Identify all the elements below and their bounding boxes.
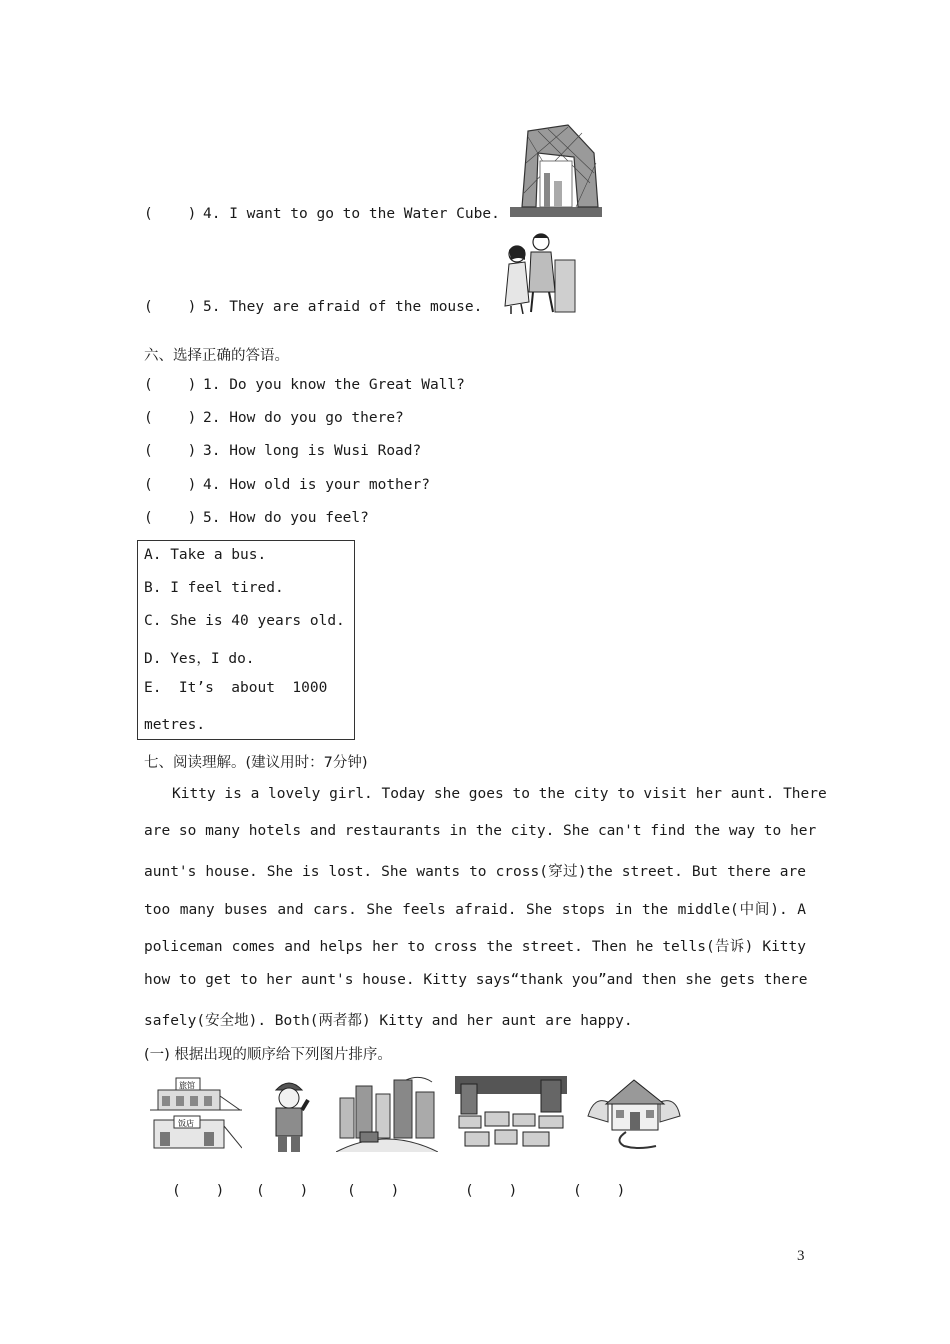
question-text: 5. How do you feel? [203, 510, 369, 526]
page-number: 3 [797, 1248, 805, 1264]
answer-paren[interactable]: ( ) [144, 510, 197, 526]
option-d: D. Yes，I do. [144, 651, 255, 667]
option-e: E. It’s about 1000 [144, 680, 328, 696]
question-text: 1. Do you know the Great Wall? [203, 377, 465, 393]
answer-paren[interactable]: ( ) [144, 443, 197, 459]
option-a: A. Take a bus. [144, 547, 267, 563]
policeman-picture [268, 1076, 310, 1154]
passage-line: too many buses and cars. She feels afraid. She stops in the middle(中间). A [144, 902, 806, 918]
picture-order-paren[interactable]: ( ) [465, 1183, 518, 1199]
passage-line: Kitty is a lovely girl. Today she goes to the city to visit her aunt. There [172, 786, 827, 802]
passage-line: are so many hotels and restaurants in the city. She can't find the way to her [144, 823, 817, 839]
passage-line: policeman comes and helps her to cross the street. Then he tells(告诉) Kitty [144, 939, 806, 955]
picture-order-paren[interactable]: ( ) [172, 1183, 225, 1199]
question-text: 2. How do you go there? [203, 410, 404, 426]
hotel-restaurant-picture [150, 1076, 242, 1152]
option-e-continued: metres. [144, 717, 206, 733]
sub-question-heading: (一) 根据出现的顺序给下列图片排序。 [144, 1047, 392, 1063]
hotel-sign: 旅馆 [179, 1081, 195, 1090]
answer-paren[interactable]: ( ) [144, 377, 197, 393]
option-b: B. I feel tired. [144, 580, 284, 596]
passage-line: aunt's house. She is lost. She wants to cross(穿过)the street. But there are [144, 864, 806, 880]
restaurant-sign: 饭店 [178, 1119, 194, 1128]
traffic-picture [455, 1076, 567, 1152]
answer-paren[interactable]: ( ) [144, 477, 197, 493]
passage-line: how to get to her aunt's house. Kitty says“thank you”and then she gets there [144, 972, 808, 988]
question-text: 4. How old is your mother? [203, 477, 430, 493]
question-text: 4. I want to go to the Water Cube. [203, 206, 500, 222]
picture-order-paren[interactable]: ( ) [573, 1183, 626, 1199]
house-picture [584, 1076, 684, 1152]
passage-line: safely(安全地). Both(两者都) Kitty and her aunt are happy. [144, 1013, 633, 1029]
question-text: 5. They are afraid of the mouse. [203, 299, 483, 315]
answer-options-box [137, 540, 355, 740]
afraid-couple-picture [499, 232, 579, 314]
option-c: C. She is 40 years old. [144, 613, 345, 629]
city-picture [336, 1076, 438, 1152]
section-heading: 六、选择正确的答语。 [144, 348, 289, 364]
cctv-tower-picture [508, 123, 604, 219]
answer-paren[interactable]: ( ) [144, 206, 197, 222]
picture-order-paren[interactable]: ( ) [347, 1183, 400, 1199]
answer-paren[interactable]: ( ) [144, 299, 197, 315]
picture-order-paren[interactable]: ( ) [256, 1183, 309, 1199]
section-heading: 七、阅读理解。(建议用时：7分钟) [144, 755, 368, 771]
question-text: 3. How long is Wusi Road? [203, 443, 422, 459]
answer-paren[interactable]: ( ) [144, 410, 197, 426]
